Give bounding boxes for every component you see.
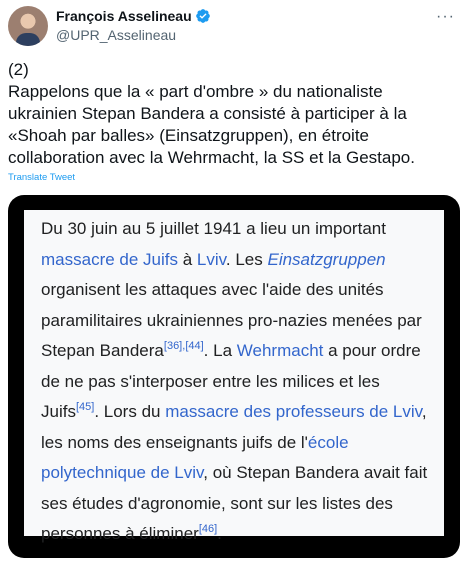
- excerpt-line: [41, 367, 441, 398]
- excerpt-text: à: [178, 249, 197, 269]
- excerpt-text: les noms des enseignants juifs de l': [41, 432, 308, 452]
- excerpt-line: [41, 489, 441, 520]
- excerpt-text: . Lors du: [94, 402, 166, 421]
- wiki-link[interactable]: Wehrmacht: [236, 341, 324, 360]
- translate-tweet-link[interactable]: Translate Tweet: [8, 172, 76, 183]
- citation-ref[interactable]: [46]: [198, 523, 218, 535]
- more-options-icon[interactable]: ···: [436, 8, 455, 25]
- tweet-media-image[interactable]: [8, 195, 460, 558]
- citation-ref[interactable]: [36]: [163, 340, 183, 352]
- excerpt-text: , où Stepan Bandera avait fait: [203, 463, 428, 482]
- avatar[interactable]: [8, 6, 48, 46]
- excerpt-line: [41, 214, 441, 245]
- display-name[interactable]: François Asselineau: [56, 8, 192, 24]
- wiki-link[interactable]: massacre de Juifs: [41, 249, 178, 269]
- wiki-link[interactable]: polytechnique de Lviv: [41, 463, 204, 482]
- excerpt-line: [41, 245, 441, 276]
- excerpt-text: a pour ordre: [323, 341, 421, 360]
- tweet-text: [8, 59, 466, 169]
- excerpt-line: [41, 458, 441, 489]
- excerpt-line: [41, 519, 441, 550]
- wiki-link[interactable]: Lviv: [196, 249, 226, 269]
- citation-ref[interactable]: [45]: [75, 401, 95, 413]
- excerpt-text: .: [217, 524, 222, 543]
- excerpt-line: [41, 275, 441, 306]
- author-name-row[interactable]: [56, 8, 211, 24]
- tweet-text-line: (2): [8, 60, 29, 79]
- wiki-link[interactable]: Einsatzgruppen: [267, 249, 386, 269]
- wikipedia-excerpt-panel: [24, 210, 444, 543]
- verified-badge-icon: [195, 8, 211, 24]
- citation-ref[interactable]: [44]: [185, 340, 204, 352]
- wiki-link[interactable]: école: [307, 432, 349, 452]
- excerpt-line: [41, 336, 441, 367]
- excerpt-text: . Les: [225, 249, 268, 269]
- citation-ref[interactable]: ,: [182, 340, 186, 352]
- tweet-text-line: Rappelons que la « part d'ombre » du nationaliste: [8, 82, 383, 101]
- wikipedia-excerpt-text: [41, 214, 441, 550]
- excerpt-text: paramilitaires ukrainiennes pro-nazies menées par: [41, 310, 422, 330]
- excerpt-line: [41, 397, 441, 428]
- excerpt-text: ,: [421, 402, 427, 421]
- tweet-text-line: «Shoah par balles» (Einsatzgruppen), en étroite: [8, 126, 370, 145]
- excerpt-line: [41, 428, 441, 459]
- excerpt-text: organisent les attaques avec l'aide des unités: [41, 280, 384, 299]
- excerpt-text: personnes à éliminer: [41, 524, 199, 543]
- excerpt-text: Du 30 juin au 5 juillet 1941 a lieu un important: [41, 219, 386, 238]
- author-handle[interactable]: @UPR_Asselineau: [56, 27, 177, 43]
- tweet-text-line: ukrainien Stepan Bandera a consisté à participer à la: [8, 104, 407, 123]
- excerpt-text: Juifs: [41, 402, 76, 421]
- excerpt-text: ses études d'agronomie, sont sur les listes des: [41, 493, 393, 513]
- excerpt-text: de ne pas s'interposer entre les milices et les: [41, 371, 380, 391]
- excerpt-line: [41, 306, 441, 337]
- tweet-text-line: collaboration avec la Wehrmacht, la SS et la Gestapo.: [8, 148, 415, 167]
- excerpt-text: Stepan Bandera: [41, 341, 164, 360]
- wiki-link[interactable]: massacre des professeurs de Lviv: [165, 402, 422, 421]
- excerpt-text: . La: [203, 341, 237, 360]
